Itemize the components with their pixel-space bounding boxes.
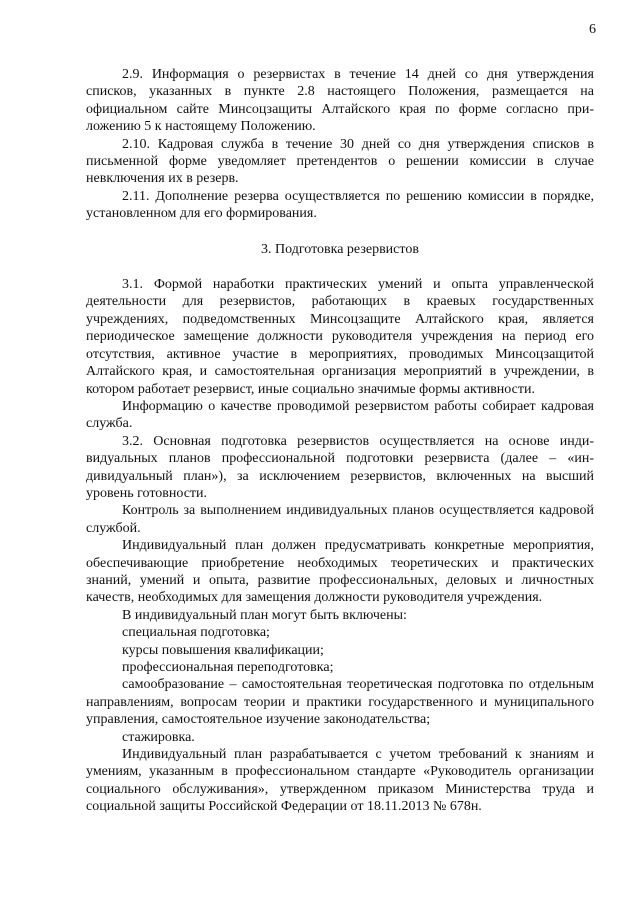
section-heading: 3. Подготовка резервистов	[261, 241, 419, 257]
list-item: курсы повышения квалификации;	[122, 642, 324, 658]
document-body	[86, 66, 594, 816]
paragraph-3-2: 3.2. Основная подготовка резервистов осуществляется на основе индивидуальных планов профессиональной подготовки резервиста (далее – «индивидуальный план»), за исключением резервистов, включенных на высший уровень готовности.	[86, 433, 594, 501]
paragraph-2-11: 2.11. Дополнение резерва осуществляется по решению комиссии в порядке, установленном для его формирования.	[86, 188, 594, 222]
paragraph-quality-info: Информацию о качестве проводимой резервистом работы собирает кадровая служба.	[86, 398, 594, 432]
paragraph-2-9: 2.9. Информация о резервистах в течение 14 дней со дня утверждения списков, указанных в пункте 2.8 настоящего Положения, размещается на официальном сайте Минсоцзащиты Алтайского края по форме согласно приложению 5 к настоящему Положению.	[86, 67, 594, 135]
paragraph-individual-plan: Индивидуальный план должен предусматривать конкретные мероприятия, обеспечивающие приобретение необходимых теоретических и практических знаний, умений и опыта, развитие профессиональных, деловых и личностных качеств, необходимых для замещения должности руководителя учреждения.	[86, 538, 594, 606]
paragraph-3-1: 3.1. Формой наработки практических умений и опыта управленческой деятельности для резервистов, работающих в краевых государственных учреждениях, подведомственных Минсоцзащите Алтайского края, является периодическое замещение должности руководителя учреждения на период его отсутствия, активное участие в мероприятиях, проводимых Минсоцзащитой Алтайского края, и самостоятельная организация мероприятий в учреждении, в котором работает резервист, иные социально значимые формы активности.	[86, 277, 594, 397]
list-item: специальная подготовка;	[122, 625, 270, 641]
list-item: профессиональная переподготовка;	[122, 660, 334, 675]
paragraph-plan-may-include: В индивидуальный план могут быть включены:	[122, 607, 407, 623]
list-item: самообразование – самостоятельная теоретическая подготовка по отдельным направлениям, вопросам теории и практики государственного и муниципального управления, самостоятельное изучение законодательства;	[86, 677, 594, 728]
list-item: стажировка.	[122, 729, 195, 745]
paragraph-control: Контроль за выполнением индивидуальных планов осуществляется кадровой службой.	[86, 503, 594, 536]
page-number: 6	[589, 22, 596, 37]
paragraph-plan-development: Индивидуальный план разрабатывается с учетом требований к знаниям и умениям, указанным в профессиональном стандарте «Руководитель организации социального обслуживания», утвержденном приказом Министерства труда и социальной защиты Российской Федерации от 18.11.2013 № 678н.	[86, 747, 594, 815]
paragraph-2-10: 2.10. Кадровая служба в течение 30 дней со дня утверждения списков в письменной форме уведомляет претендентов о решении комиссии в случае невключения их в резерв.	[86, 136, 594, 187]
